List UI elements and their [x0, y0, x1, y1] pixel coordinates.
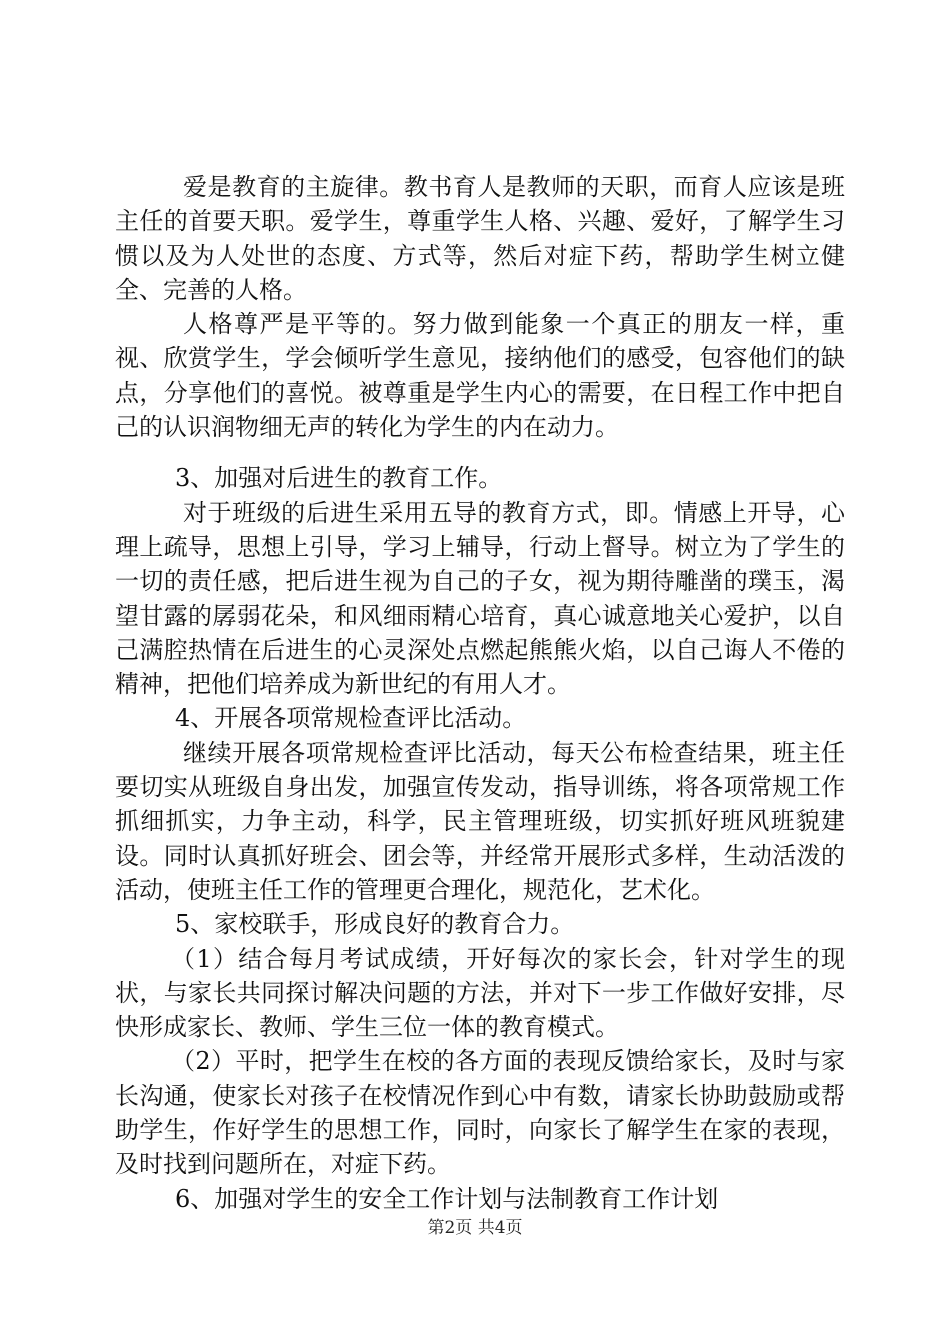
heading-item-6: 6、加强对学生的安全工作计划与法制教育工作计划: [175, 1184, 719, 1213]
heading-item-4: 4、开展各项常规检查评比活动。: [175, 704, 527, 733]
paragraph-gap: [115, 444, 845, 461]
paragraph-love-education: 爱是教育的主旋律。教书育人是教师的天职，而育人应该是班主任的首要天职。爱学生，尊重学生人格、兴趣、爱好，了解学生习惯以及为人处世的态度、方式等，然后对症下药，帮助学生树立健全、完善的人格。: [115, 173, 845, 304]
heading-item-3: 3、加强对后进生的教育工作。: [175, 464, 503, 493]
paragraph-dignity: 人格尊严是平等的。努力做到能象一个真正的朋友一样，重视、欣赏学生，学会倾听学生意见，接纳他们的感受，包容他们的缺点，分享他们的喜悦。被尊重是学生内心的需要，在日程工作中把自己的认识润物细无声的转化为学生的内在动力。: [115, 310, 845, 442]
paragraph-inspection: 继续开展各项常规检查评比活动，每天公布检查结果，班主任要切实从班级自身出发，加强宣传发动，指导训练，将各项常规工作抓细抓实，力争主动，科学，民主管理班级，切实抓好班风班貌建设。同时认真抓好班会、团会等，并经常开展形式多样，生动活泼的活动，使班主任工作的管理更合理化，规范化，艺术化。: [115, 738, 845, 904]
page-number-footer: 第2页 共4页: [427, 1218, 523, 1238]
paragraph-parent-communication: （2）平时，把学生在校的各方面的表现反馈给家长，及时与家长沟通，使家长对孩子在校情况作到心中有数，请家长协助鼓励或帮助学生，作好学生的思想工作，同时，向家长了解学生在家的表现，及时找到问题所在，对症下药。: [115, 1047, 845, 1179]
paragraph-parent-meeting: （1）结合每月考试成绩，开好每次的家长会，针对学生的现状，与家长共同探讨解决问题的方法，并对下一步工作做好安排，尽快形成家长、教师、学生三位一体的教育模式。: [115, 944, 845, 1042]
document-body: [115, 170, 845, 1216]
heading-item-5: 5、家校联手，形成良好的教育合力。: [175, 910, 575, 939]
paragraph-underachievers: 对于班级的后进生采用五导的教育方式，即。情感上开导，心理上疏导，思想上引导，学习上辅导，行动上督导。树立为了学生的一切的责任感，把后进生视为自己的子女，视为期待雕凿的璞玉，渴望甘露的孱弱花朵，和风细雨精心培育，真心诚意地关心爱护，以自己满腔热情在后进生的心灵深处点燃起熊熊火焰，以自己诲人不倦的精神，把他们培养成为新世纪的有用人才。: [115, 498, 845, 699]
